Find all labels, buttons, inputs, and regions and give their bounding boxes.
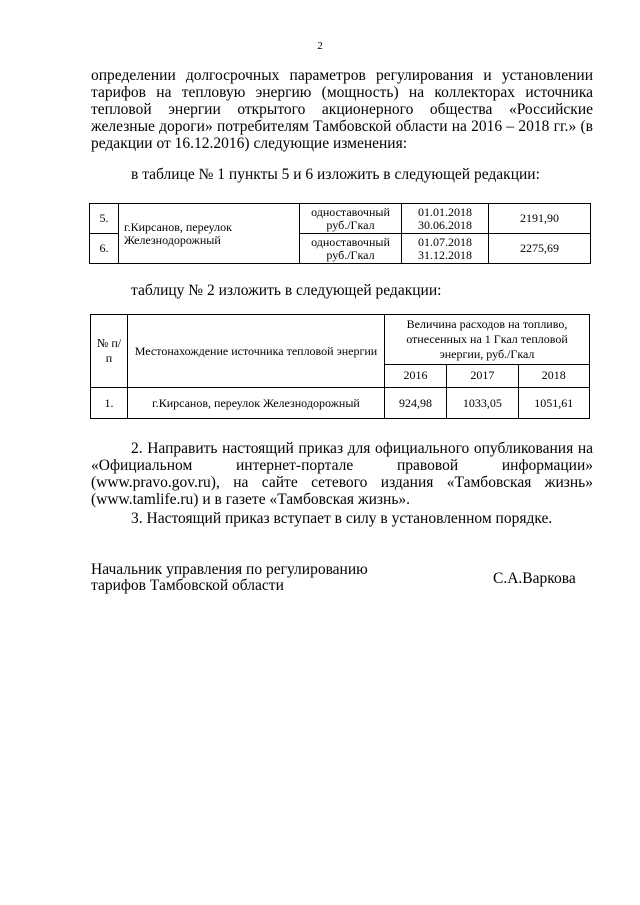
table1-intro: в таблице № 1 пункты 5 и 6 изложить в следующей редакции:: [131, 166, 540, 183]
year-2017: 2017: [447, 364, 518, 387]
value-2017: 1033,05: [447, 388, 518, 419]
page-number: 2: [317, 40, 323, 52]
location-cell: г.Кирсанов, переулок Железнодорожный: [128, 388, 385, 419]
row-number: 1.: [91, 388, 128, 419]
row-number: 6.: [90, 234, 119, 264]
tariff-value: 2191,90: [489, 204, 591, 234]
date-to: 31.12.2018: [418, 247, 472, 262]
header-location: Местонахождение источника тепловой энергии: [128, 315, 385, 388]
header-value: Величина расходов на топливо, отнесенных на 1 Гкал тепловой энергии, руб./Гкал: [385, 315, 590, 365]
date-to: 30.06.2018: [418, 217, 472, 232]
header-num: № п/п: [91, 315, 128, 388]
tariff-type-cell: одноставочный руб./Гкал: [300, 204, 402, 234]
date-from: 01.07.2018: [418, 234, 472, 249]
intro-paragraph: определении долгосрочных параметров регулирования и установлении тарифов на тепловую энергию (мощность) на коллекторах источника тепловой энергии открытого акционерного общества «Российские железные дороги» потребителям Тамбовской области на 2016 – 2018 гг.» (в редакции от 16.12.2016) следующие изменения:: [91, 67, 593, 152]
table2-intro: таблицу № 2 изложить в следующей редакции:: [131, 282, 442, 299]
tariff-table: [89, 203, 591, 264]
tariff-value: 2275,69: [489, 234, 591, 264]
value-2016: 924,98: [385, 388, 447, 419]
table-row: [90, 204, 591, 234]
row-number: 5.: [90, 204, 119, 234]
item-2: 2. Направить настоящий приказ для официального опубликования на «Официальном интернет-портале правовой информации» (www.pravo.gov.ru), на сайте сетевого издания «Тамбовская жизнь» (www.tamlife.ru) и в газете «Тамбовская жизнь».: [91, 440, 593, 508]
value-2018: 1051,61: [518, 388, 589, 419]
signatory-name: С.А.Варкова: [493, 570, 576, 587]
period-cell: [402, 204, 489, 234]
year-2016: 2016: [385, 364, 447, 387]
position-line-1: Начальник управления по регулированию: [91, 561, 368, 578]
location-cell: г.Кирсанов, переулок Железнодорожный: [119, 204, 300, 264]
period-cell: [402, 234, 489, 264]
year-2018: 2018: [518, 364, 589, 387]
fuel-cost-table: [90, 314, 590, 419]
item-3: 3. Настоящий приказ вступает в силу в установленном порядке.: [131, 510, 553, 527]
tariff-type-cell: одноставочный руб./Гкал: [300, 234, 402, 264]
position-line-2: тарифов Тамбовской области: [91, 577, 284, 594]
date-from: 01.01.2018: [418, 204, 472, 219]
signature-position: [91, 562, 368, 594]
table-row: [91, 388, 590, 419]
table-header-row: [91, 315, 590, 365]
